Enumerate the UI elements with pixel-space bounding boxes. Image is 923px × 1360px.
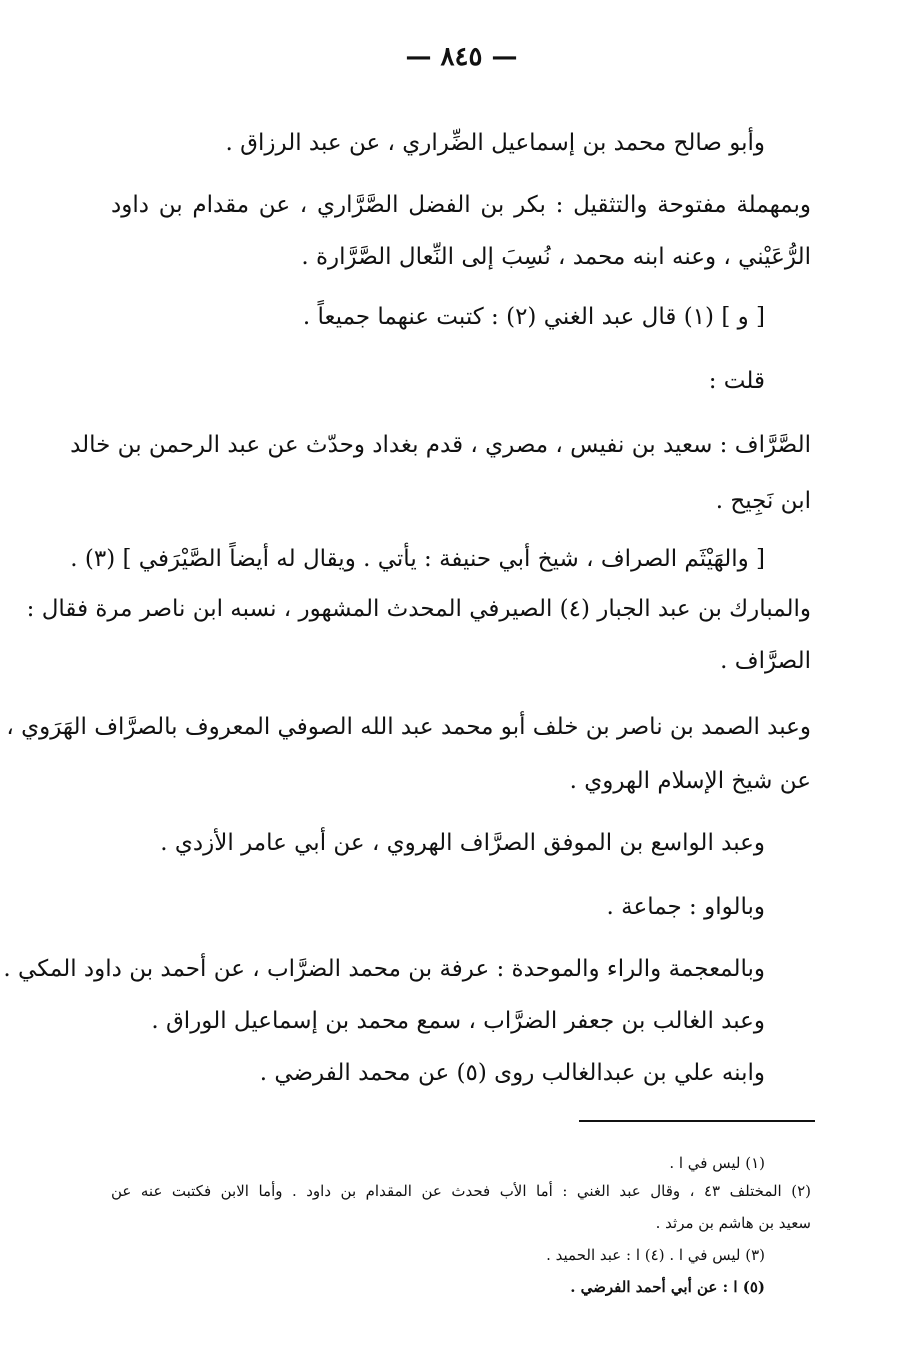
body-line: وعبد الواسع بن الموفق الصرَّاف الهروي ، عن أبي عامر الأزدي . [160, 830, 765, 856]
body-line: وبالواو : جماعة . [606, 894, 765, 920]
body-line: الصَّرَّاف : سعيد بن نفيس ، مصري ، قدم بغداد وحدّث عن عبد الرحمن بن خالد [70, 432, 811, 458]
body-line: وأبو صالح محمد بن إسماعيل الضِّراري ، عن عبد الرزاق . [225, 130, 765, 156]
footnote: (٥) ا : عن أبي أحمد الفرضي . [570, 1278, 765, 1296]
footnote: سعيد بن هاشم بن مرثد . [655, 1214, 811, 1232]
body-line: والمبارك بن عبد الجبار (٤) الصيرفي المحدث المشهور ، نسبه ابن ناصر مرة فقال : [26, 596, 811, 622]
body-line: وبمهملة مفتوحة والتثقيل : بكر بن الفضل الصَّرَّاري ، عن مقدام بن داود [111, 192, 811, 218]
body-line: ابن نَجِيح . [715, 488, 811, 514]
footnote: (١) ليس في ا . [669, 1154, 765, 1172]
body-line: عن شيخ الإسلام الهروي . [569, 768, 811, 794]
footnote: (٣) ليس في ا . (٤) ا : عبد الحميد . [546, 1246, 765, 1264]
body-line: قلت : [708, 368, 765, 394]
body-line: [ والهَيْثَم الصراف ، شيخ أبي حنيفة : يأتي . ويقال له أيضاً الصَّيْرَفي ] (٣) . [70, 546, 765, 572]
body-line: [ و ] (١) قال عبد الغني (٢) : كتبت عنهما جميعاً . [302, 304, 765, 330]
footnote: (٢) المختلف ٤٣ ، وقال عبد الغني : أما الأب فحدث عن المقدام بن داود . وأما الابن فكتبت عنه عن [111, 1182, 812, 1200]
body-line: وعبد الصمد بن ناصر بن خلف أبو محمد عبد الله الصوفي المعروف بالصرَّاف الهَرَوي ، [6, 714, 811, 740]
page-number: — ٨٤٥ — [405, 42, 518, 72]
body-line: الرُّعَيْني ، وعنه ابنه محمد ، نُسِبَ إلى النِّعال الصَّرَّارة . [301, 244, 811, 270]
body-line: الصرَّاف . [720, 648, 811, 674]
body-line: وعبد الغالب بن جعفر الضرَّاب ، سمع محمد بن إسماعيل الوراق . [151, 1008, 765, 1034]
body-line: وبالمعجمة والراء والموحدة : عرفة بن محمد الضرَّاب ، عن أحمد بن داود المكي . [3, 956, 765, 982]
footnote-separator [579, 1120, 815, 1122]
body-line: وابنه علي بن عبدالغالب روى (٥) عن محمد الفرضي . [259, 1060, 765, 1086]
